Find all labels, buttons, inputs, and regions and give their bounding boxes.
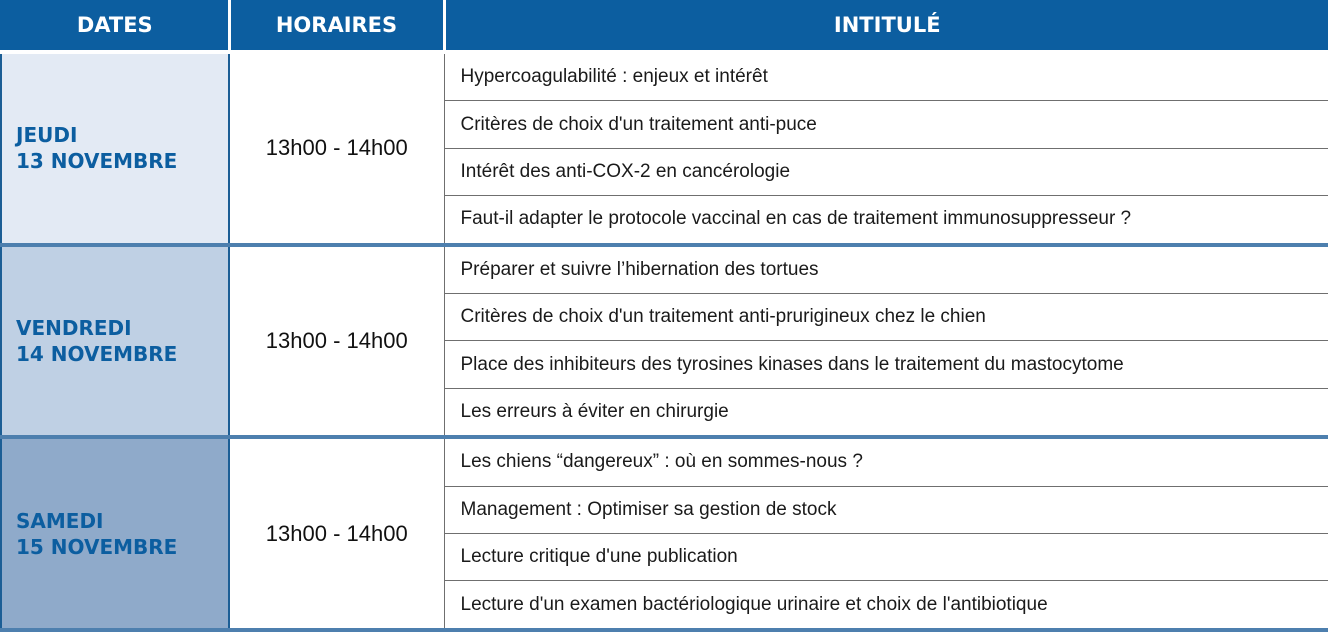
day-date: 13 NOVEMBRE <box>16 149 178 174</box>
session-title: Les chiens “dangereux” : où en sommes-nous ? <box>444 437 1328 486</box>
day-name: JEUDI <box>16 123 78 148</box>
day-cell-samedi <box>1 437 229 630</box>
header-intitule: INTITULÉ <box>444 0 1328 52</box>
day-name: VENDREDI <box>16 315 132 340</box>
table-row <box>1 245 1328 294</box>
session-title: Critères de choix d'un traitement anti-prurigineux chez le chien <box>444 294 1328 341</box>
day-date: 15 NOVEMBRE <box>16 534 178 559</box>
session-title: Management : Optimiser sa gestion de stock <box>444 486 1328 533</box>
day-cell-vendredi <box>1 245 229 438</box>
session-title: Critères de choix d'un traitement anti-puce <box>444 101 1328 148</box>
table-row <box>1 437 1328 486</box>
header-horaires: HORAIRES <box>229 0 444 52</box>
session-title: Les erreurs à éviter en chirurgie <box>444 388 1328 437</box>
table-row <box>1 52 1328 101</box>
day-name: SAMEDI <box>16 508 104 533</box>
session-title: Lecture critique d'une publication <box>444 534 1328 581</box>
session-title: Place des inhibiteurs des tyrosines kinases dans le traitement du mastocytome <box>444 341 1328 388</box>
time-cell: 13h00 - 14h00 <box>229 245 444 438</box>
time-cell: 13h00 - 14h00 <box>229 52 444 245</box>
session-title: Préparer et suivre l’hibernation des tortues <box>444 245 1328 294</box>
time-cell: 13h00 - 14h00 <box>229 437 444 630</box>
header-row <box>1 0 1328 52</box>
session-title: Hypercoagulabilité : enjeux et intérêt <box>444 52 1328 101</box>
day-cell-jeudi <box>1 52 229 245</box>
session-title: Intérêt des anti-COX-2 en cancérologie <box>444 148 1328 195</box>
session-title: Faut-il adapter le protocole vaccinal en cas de traitement immunosuppresseur ? <box>444 196 1328 245</box>
day-date: 14 NOVEMBRE <box>16 341 178 366</box>
header-dates: DATES <box>1 0 229 52</box>
session-title: Lecture d'un examen bactériologique urinaire et choix de l'antibiotique <box>444 581 1328 630</box>
